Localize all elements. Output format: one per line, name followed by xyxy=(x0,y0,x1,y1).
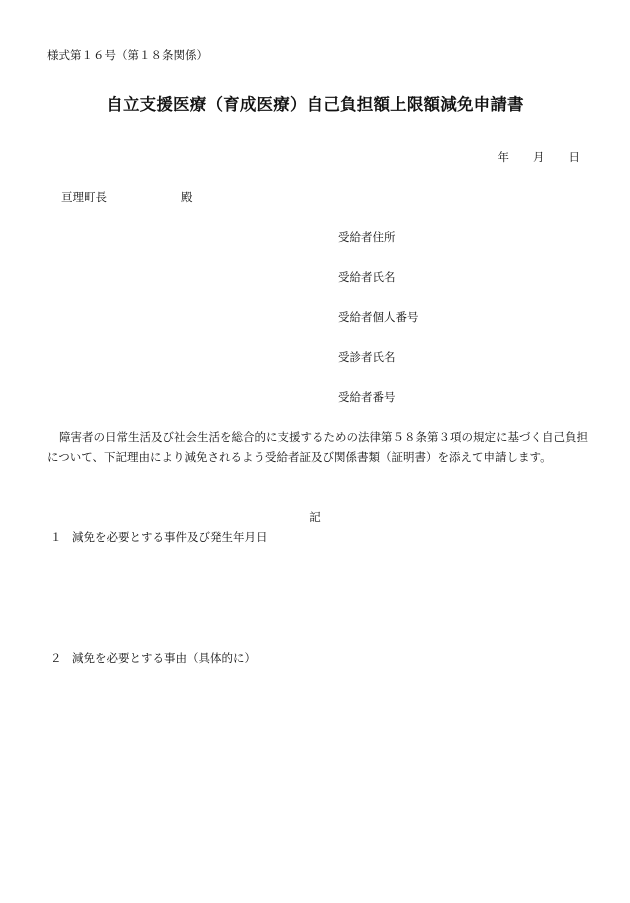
month-label: 月 xyxy=(533,150,545,164)
applicant-address-label: 受給者住所 xyxy=(338,230,396,244)
honorific: 殿 xyxy=(181,190,193,204)
ki-heading: 記 xyxy=(309,510,321,524)
day-label: 日 xyxy=(568,150,580,164)
applicant-name-label: 受給者氏名 xyxy=(338,270,396,284)
item-1-number: １ xyxy=(50,530,62,544)
patient-name-label: 受診者氏名 xyxy=(338,350,396,364)
addressee: 亘理町長 xyxy=(61,190,107,204)
application-body-text: 障害者の日常生活及び社会生活を総合的に支援するための法律第５８条第３項の規定に基づく自己負担について、下記理由により減免されるよう受給者証及び関係書類（証明書）を添えて申請します。 xyxy=(47,430,588,464)
item-2-label: 減免を必要とする事由（具体的に） xyxy=(72,651,256,665)
year-label: 年 xyxy=(497,150,509,164)
applicant-individual-number-label: 受給者個人番号 xyxy=(338,310,419,324)
item-2-number: ２ xyxy=(50,651,62,665)
recipient-number-label: 受給者番号 xyxy=(338,390,396,404)
document-title: 自立支援医療（育成医療）自己負担額上限額減免申請書 xyxy=(106,95,524,114)
date-row xyxy=(498,150,581,164)
item-1-label: 減免を必要とする事件及び発生年月日 xyxy=(72,530,268,544)
form-number: 様式第１６号（第１８条関係） xyxy=(47,48,208,62)
